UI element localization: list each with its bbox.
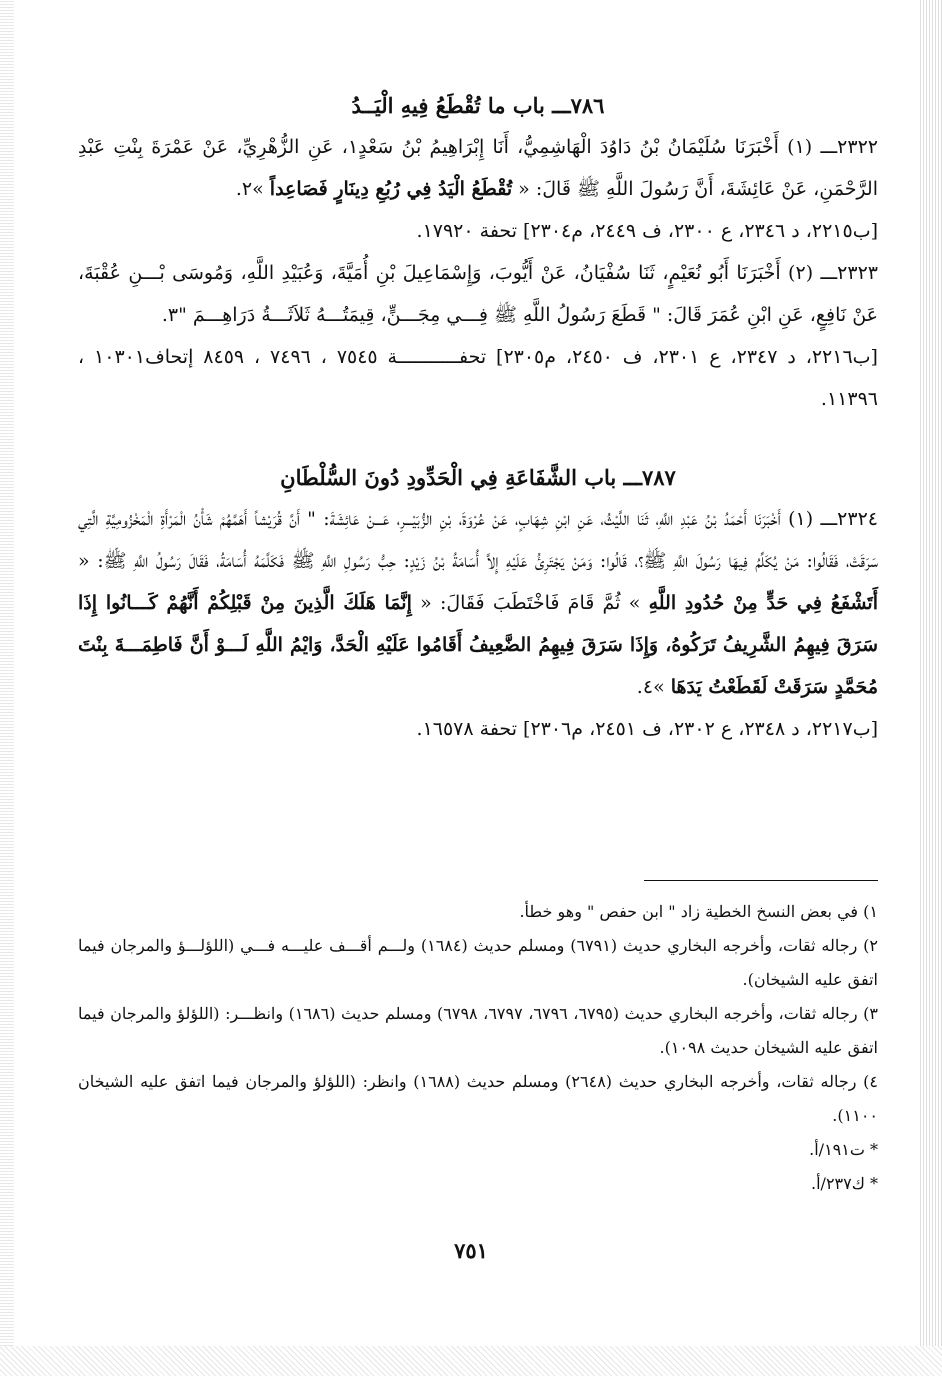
hadith-2322-text: ٢٣٢٢ـــ (١) أَخْبَرَنَا سُلَيْمَانُ بْنُ دَاوُدَ الْهَاشِمِيُّ، أَنَا إِبْرَاهِيمُ بْنُ سَعْدٍ١، عَنِ الزُّهْرِيِّ، عَنْ عَمْرَةَ بِنْتِ عَبْدِ الرَّحْمَنِ، عَنْ عَائِشَةَ، أَنَّ رَسُولَ اللَّهِ ﷺ قَالَ: « [78,136,878,200]
hadith-2323-references: [ب٢٢١٦، د ٢٣٤٧، ع ٢٣٠١، ف ٢٤٥٠، م٢٣٠٥] تحفـــــــــــة ٧٥٤٥ ، ٧٤٩٦ ، ٨٤٥٩ إتحاف١٠٣٠١ ، ١١٣٩٦. [78,346,878,410]
hadith-2324-references: [ب٢٢١٧، د ٢٣٤٨، ع ٢٣٠٢، ف ٢٤٥١، م٢٣٠٦] تحفة ١٦٥٧٨. [416,718,878,740]
hadith-2324-prophetic-text-2: إِنَّمَا هَلَكَ الَّذِينَ مِنْ قَبْلِكُمْ أَنَّهُمْ كَـــانُوا إِذَا سَرَقَ فِيهِمُ الشَّرِيفُ تَرَكُوهُ، وَإِذَا سَرَقَ فِيهِمُ الضَّعِيفُ أَقَامُوا عَلَيْهِ الْحَدَّ، وَايْمُ اللَّهِ لَـــوْ أَنَّ فَاطِمَـــةَ بِنْتَ مُحَمَّدٍ سَرَقَتْ لَقَطَعْتُ يَدَهَا [78,592,878,698]
chapter-heading-787: ٧٨٧ـــ باب الشَّفَاعَةِ فِي الْحَدِّودِ دُونَ السُّلْطَانِ [280,465,676,490]
footnote-4: ٤) رجاله ثقات، وأخرجه البخاري حديث (٢٦٤٨) ومسلم حديث (١٦٨٨) وانظر: (اللؤلؤ والمرجان فيما اتفق عليه الشيخان ١١٠٠). [78,1072,878,1125]
footnote-divider [644,880,878,881]
manuscript-mark-2: * ك٢٣٧/أ. [811,1174,878,1193]
hadith-2323: ٢٣٢٣ـــ (٢) أَخْبَرَنَا أَبُو نُعَيْمٍ، ثَنَا سُفْيَانُ، عَنْ أَيُّوبَ، وَإِسْمَاعِيلَ بْنِ أُمَيَّةَ، وَعُبَيْدِ اللَّهِ، وَمُوسَى بْـــنِ عُقْبَةَ، عَنْ نَافِعٍ، عَنِ ابْنِ عُمَرَ قَالَ: " قَطَعَ رَسُولُ اللَّهِ ﷺ فِـــي مِجَـــنٍّ، قِيمَتُـــهُ ثَلاَثَـــةُ دَرَاهِـــمَ "٣. [78,262,878,326]
hadith-2324 [78,498,878,708]
hadith-2322 [78,126,878,210]
page-number: ٧٥١ [454,1238,488,1263]
hadith-2322-references: [ب٢٢١٥، د ٢٣٤٦، ع ٢٣٠٠، ف ٢٤٤٩، م٢٣٠٤] تحفة ١٧٩٢٠. [416,220,878,242]
footnote-3: ٣) رجاله ثقات، وأخرجه البخاري حديث (٦٧٩٥، ٦٧٩٦، ٦٧٩٧، ٦٧٩٨) ومسلم حديث (١٦٨٦) وانظـــر: (اللؤلؤ والمرجان فيما اتفق عليه الشيخان حديث ١٠٩٨). [78,1004,879,1057]
scan-edge-bottom [0,1346,942,1376]
scan-edge-right [920,0,942,1376]
hadith-2324-prophetic-text-1: أَتَشْفَعُ فِي حَدٍّ مِنْ حُدُودِ اللَّهِ [648,592,878,614]
scan-edge-left [0,0,14,1376]
footnote-1: ١) في بعض النسخ الخطية زاد " ابن حفص " وهو خطأ. [519,902,878,921]
footnote-2: ٢) رجاله ثقات، وأخرجه البخاري حديث (٦٧٩١) ومسلم حديث (١٦٨٤) ولـــم أقـــف عليـــه فـــي (اللؤلـــؤ والمرجان فيما اتفق عليه الشيخان). [78,936,878,989]
chapter-heading-786: ٧٨٦ـــ باب ما تُقْطَعُ فِيهِ الْيَــدُ [351,93,605,118]
footnotes [78,880,878,1201]
hadith-2324-end: »٤. [636,676,671,698]
hadith-2324-mid: » ثُمَّ قَامَ فَاخْتَطَبَ فَقَالَ: « [411,592,649,614]
hadith-2322-prophetic-text: تُقْطَعُ الْيَدُ فِي رُبُعِ دِينَارٍ فَصَاعِداً [269,178,513,200]
main-text [78,88,878,750]
manuscript-mark-1: * ت١٩١/أ. [809,1140,878,1159]
hadith-2324-text: ٢٣٢٤ـــ (١) أَخْبَرَنَا أَحْمَدُ بْنُ عَبْدِ اللَّهِ، ثَنَا اللَّيْثُ، عَنِ ابْنِ شِهَابٍ، عَنْ عُرْوَةَ، بْنِ الزُّبَيْـــرِ، عَـــنْ عَائِشَةَ: " أَنَّ قُرَيْشاً أَهَمَّهُمْ شَأْنُ الْمَرْأَةِ الْمَخْزُومِيَّةِ الَّتِي سَرَقَتْ، فَقَالُوا: مَنْ يُكَلِّمُ فِيهَا رَسُولَ اللَّهِ ﷺ؟، قَالُوا: وَمَنْ يَجْتَرِئُ عَلَيْهِ إِلاَّ أُسَامَةُ بْنُ زَيْدٍ: حِبُّ رَسُولِ اللَّهِ ﷺ فَكَلَّمَهُ أُسَامَةُ، فَقَالَ رَسُولُ اللَّهِ ﷺ: « [78,508,878,572]
hadith-2322-end: »٢. [235,178,270,200]
